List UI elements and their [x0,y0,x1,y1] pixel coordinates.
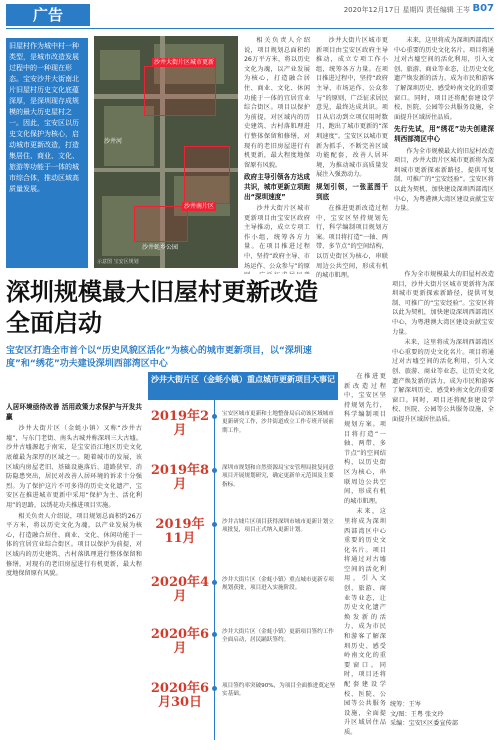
article-column-1 [6,400,142,740]
aerial-map [94,36,238,268]
timeline-dot [212,522,217,527]
timeline-dot [212,468,217,473]
article-column-4 [394,36,494,266]
section-title: 政府主导引领各方达成共识，城市更新立项跑出“深圳速度” [244,173,310,201]
body-paragraph: 未来，这里将成为深圳西部湾区中心重要的历史文化名片。项目将通过对古墟空间的活化利用，引入文创、旅游、商业等业态，让历史文化遗产焕发新的活力，成为市民和游客了解深圳历史、感受岭南文化的重要窗口。同时，项目还将配套建设学校、医院、公园等公共服务设施，全面提升区域居住品质。 [392,339,494,423]
byline-line: 采编：宝安区区委宣传部 [390,720,459,728]
page-number: B07 [472,3,494,14]
body-paragraph: 在推进更新改造过程中，宝安区坚持规划先行，科学编制项目规划方案。项目将打造“一轴、两带、多节点”的空间结构，以历史街区为核心，串联周边公共空间，形成有机的城市肌理。 [344,373,386,505]
timeline-date: 2019年11月 [155,517,205,546]
body-paragraph: 作为全市规模最大的旧屋村改造项目，沙井大街片区城市更新将为深圳城市更新探索新路径，提供可复制、可推广的“宝安经验”。宝安区将以此为契机，加快建设深圳西部湾区中心，为粤港澳大湾区建设贡献宝安力量。 [392,271,494,336]
timeline-event-text: 项目签约率突破90%，为项目全面推进奠定坚实基础。 [222,683,336,698]
body-paragraph: 未来，这里将成为深圳西部湾区中心重要的历史文化名片。项目将通过对古墟空间的活化利用，引入文创、旅游、商业等业态，让历史文化遗产焕发新的活力，成为市民和游客了解深圳历史、感受岭南文化的重要窗口。同时，项目还将配套建设学校、医院、公园等公共服务设施，全面提升区域居住品质。 [344,508,386,736]
timeline-dot [212,686,217,691]
section-title: 规划引领，一张蓝图干到底 [316,182,388,201]
section-title: 先行先试，用“绣花”功夫创建深圳西部湾区中心 [394,125,494,143]
timeline-date: 2019年8月 [150,463,210,492]
timeline-event-text: 沙井大街片区（金蚝小镇）更新项目签约工作全面启动，居民踊跃签约。 [222,629,334,644]
timeline-date: 2020年6月30日 [150,681,210,710]
timeline-event-text: 沙井大街片区（金蚝小镇）重点城市更新专项规划获批，项目进入实施阶段。 [222,577,334,592]
timeline-date: 2019年2月 [150,409,210,438]
map-label-park: 沙井蚝乡公园 [142,244,179,251]
timeline-dot [212,580,217,585]
body-paragraph: 作为全市规模最大的旧屋村改造项目，沙井大街片区城市更新将为深圳城市更新探索新路径，提供可复制、可推广的“宝安经验”。宝安区将以此为契机，加快建设深圳西部湾区中心，为粤港澳大湾区建设贡献宝安力量。 [394,147,494,213]
map-credit: 示意图 宝安区规划 [97,259,139,265]
timeline-date: 2020年4月 [150,575,210,604]
page-header [0,0,500,30]
article-column-5 [344,372,386,742]
timeline-date: 2020年6月 [150,627,210,656]
section-tag: 广告 [32,6,63,24]
body-paragraph: 未来，这里将成为深圳西部湾区中心重要的历史文化名片。项目将通过对古墟空间的活化利用，引入文创、旅游、商业等业态，让历史文化遗产焕发新的活力，成为市民和游客了解深圳历史、感受岭南文化的重要窗口。同时，项目还将配套建设学校、医院、公园等公共服务设施，全面提升区域居住品质。 [394,37,494,121]
date-line: 2020年12月17日 星期四 责任编辑 王岑 [343,6,470,14]
map-label-river: 沙井河 [104,138,123,145]
map-label-project: 沙井大街片区城市更新 [154,59,215,66]
byline [390,700,495,729]
byline-line: 文/图：王粤 张文玲 [390,710,444,718]
body-paragraph: 沙井大街片区城市更新项目由宝安区政府主导推动，成立专项工作小组，统筹各方力量。在项目推进过程中，坚持“政府主导、市场运作、公众参与”的原 [244,205,310,270]
body-paragraph: 在推进更新改造过程中，宝安区坚持规划先行，科学编制项目规划方案。项目将打造“一轴、两带、多节点”的空间结构，以历史街区为核心，串联周边公共空间，形成有机的城市肌理。 [316,205,388,280]
timeline-title: 沙井大街片区（金蚝小镇）重点城市更新项目大事记 [148,372,338,400]
section-title: 人居环境亟待改善 活用政策力求保护与开发共赢 [6,403,142,421]
body-paragraph: 相关负责人介绍说，项目规划总面积约26万平方米，将以历史文化为魂，以产业发展为核心，打造融合居住、商业、文化、休闲功能于一体的宜居宜业综合街区。项目以保护为前提，对区域内的历史建筑、古村落肌理进行整体保留和修缮，对现有的老旧房屋进行有机更新，最大程度地保留原有风貌。 [6,512,142,578]
map-label-south: 沙井南片区 [184,203,215,210]
deck: 宝安区打造全市首个以“历史风貌区活化”为核心的城市更新项目，以“深圳速度”和“绣花”功夫建设深圳西部湾区中心 [6,346,312,369]
timeline-dot [212,632,217,637]
article-column-6 [392,270,494,680]
timeline-event-text: 深圳市规划和自然资源局宝安管理局批复同意项目开展规划研究，确定更新单元范围及主要指标。 [222,465,334,488]
intro-box: 旧屋村作为城中村一种类型，是城市改造发展过程中的一种现在形态。宝安沙井大街南北片旧屋村历史文化底蕴深厚，是深圳现存成规模的最大历史屋村之一。因此，宝安区以历史文化保护为核心，启动城市更新改造，打造集居住、商业、文化、旅游等功能于一体的城市综合体，推动区域高质量发展。 [6,38,88,268]
body-paragraph: 沙井大街片区城市更新项目由宝安区政府主导推动，成立专项工作小组，统筹各方力量。在项目推进过程中，坚持“政府主导、市场运作、公众参与”的原则，广泛征求居民意见，最终达成共识。项目从启动到立项仅用时数月，跑出了城市更新的“深圳速度”。宝安区以城市更新为抓手，不断完善区域功能配套，改善人居环境，为推动城市高质量发展注入强劲动力。 [316,37,388,179]
article-column-2 [244,36,310,274]
byline-line: 统筹：王岑 [390,701,421,708]
body-paragraph: 相关负责人介绍说，项目规划总面积约26万平方米，将以历史文化为魂，以产业发展为核心，打造融合居住、商业、文化、休闲功能于一体的宜居宜业综合街区。项目以保护为前提，对区域内的历史建筑、古村落肌理进行整体保留和修缮，对现有的老旧房屋进行有机更新，最大程度地保留原有风貌。 [244,37,310,169]
timeline-event-text: 宝安区城市更新和土地整备局启动该区域城市更新研究工作，沙井街道成立工作专班开展前期工作。 [222,411,334,434]
headline: 深圳规模最大旧屋村更新改造全面启动 [6,277,318,337]
timeline-event-text: 沙井古墟片区项目获得深圳市城市更新计划立项批复，项目正式纳入更新计划。 [222,519,334,534]
timeline-dot [212,414,217,419]
body-paragraph: 沙井大街片区（金蚝小镇）又称“沙井古墟”，与东门老街、南头古城并称深圳三大古墟。沙井古墟源起于南宋，是宝安沿江地区历史文化底蕴最为深厚的区域之一。随着城市的发展，该区域内房屋老旧、基础设施落后、道路狭窄、消防隐患突出，居民对改善人居环境的诉求十分强烈。为了保护这片不可多得的历史文化遗产，宝安区在推进城市更新中采用“保护为主、活化利用”的思路，以绣花功夫推进项目实施。 [6,425,142,509]
header-rule [6,28,494,29]
